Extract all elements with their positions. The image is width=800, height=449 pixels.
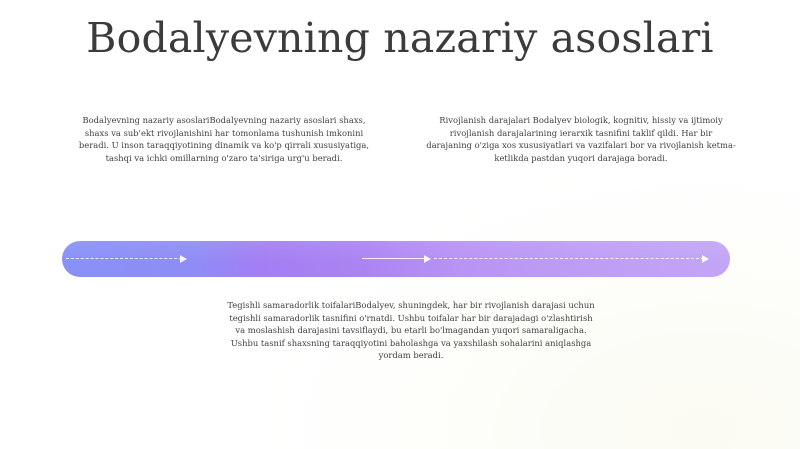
slide-title: Bodalyevning nazariy asoslari [86, 14, 714, 62]
timeline-bar [62, 241, 730, 277]
arrow-right-icon [424, 255, 431, 263]
timeline-solid-line [362, 258, 426, 259]
arrow-right-icon [180, 255, 187, 263]
efficiency-categories-text: Tegishli samaradorlik toifalariBodalyev, shuningdek, har bir rivojlanish darajasi uchun tegishli samaradorlik tasnifini o'rnatdi. Ushbu toifalar har bir darajadagi o'zlashtirish va moslashish darajasini tavsiflaydi, bu etarli bo'lmagandan yuqori samaraligacha. Ushbu tasnif shaxsning taraqqiyotini baholashga va yaxshilash sohalarini aniqlashga yordam beradi. [227, 300, 595, 361]
timeline-dashed-line-2 [434, 258, 704, 259]
development-levels-text: Rivojlanish darajalari Bodalyev biologik, kognitiv, hissiy va ijtimoiy rivojlanish darajalarining ierarxik tasnifini taklif qildi. Har bir darajaning o'ziga xos xususiyatlari va vazifalari bor va rivojlanish ketma-ketlikda pastdan yuqori darajaga boradi. [426, 115, 736, 163]
arrow-right-icon [702, 255, 709, 263]
theory-basis-text: Bodalyevning nazariy asoslariBodalyevning nazariy asoslari shaxs, shaxs va sub'ekt rivojlanishini har tomonlama tushunish imkonini beradi. U inson taraqqiyotining dinamik va ko'p qirrali xususiyatiga, tashqi va ichki omillarning o'zaro ta'siriga urg'u beradi. [78, 115, 370, 163]
timeline-dashed-line-1 [66, 258, 182, 259]
